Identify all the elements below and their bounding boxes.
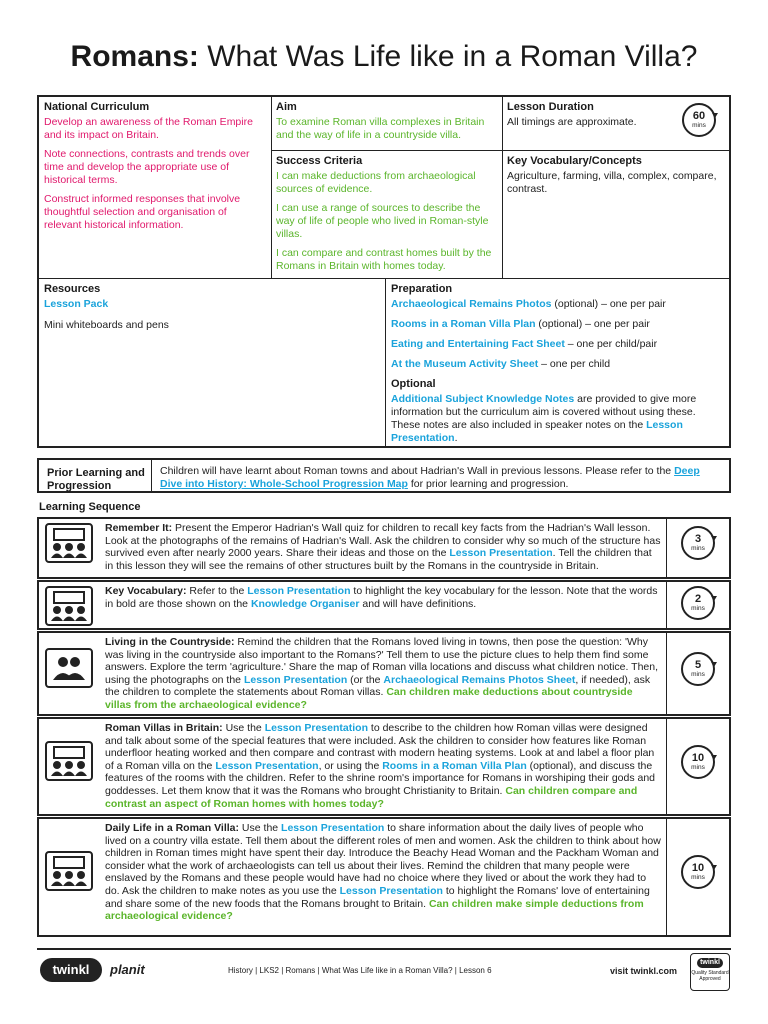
class-icon — [45, 741, 93, 781]
duration-icon: 3 mins — [681, 526, 715, 560]
sequence-text — [105, 585, 661, 610]
prep-link[interactable]: Archaeological Remains Photos — [391, 298, 552, 310]
sequence-row — [37, 817, 731, 937]
planit-logo: planit — [110, 962, 145, 977]
sequence-text — [105, 636, 661, 712]
sequence-title: Key Vocabulary: — [105, 585, 187, 597]
sequence-row — [37, 631, 731, 716]
sequence-row — [37, 517, 731, 579]
text-span: , if needed), ask the children to complete the statements about Roman villas. — [105, 673, 651, 699]
resource-link[interactable]: Knowledge Organiser — [250, 597, 360, 610]
quality-badge: twinkl Quality Standard Approved — [690, 953, 730, 991]
assessment-question: Can children make deductions about countryside villas from the archaeological evidence? — [105, 686, 633, 711]
sequence-text — [105, 822, 661, 923]
page-title: Romans: What Was Life like in a Roman Villa? — [70, 40, 698, 73]
class-icon — [45, 851, 93, 891]
text-span: Refer to the — [186, 585, 248, 597]
sequence-row — [37, 717, 731, 816]
duration-icon: 5 mins — [681, 652, 715, 686]
pair-icon — [45, 648, 93, 688]
assessment-question: Can children make simple deductions from archaeological evidence? — [105, 897, 644, 923]
sequence-divider — [666, 582, 667, 628]
lesson-duration: Lesson Duration All timings are approximate. — [507, 101, 637, 128]
footer-rule — [37, 948, 731, 950]
sequence-text — [105, 722, 661, 810]
duration-icon: 2 mins — [681, 586, 715, 620]
sequence-divider — [666, 519, 667, 577]
prior-learning-box: Prior Learning and Progression Children will have learnt about Roman towns and about Hadrian's Wall in previous lessons. Please refer to the Deep Dive into History: Whole-School Progression Map for prior learning and progression. — [37, 458, 731, 493]
assessment-question: Can children compare and contrast an aspect of Roman homes with homes today? — [105, 784, 638, 810]
footer-breadcrumb: History | LKS2 | Romans | What Was Life like in a Roman Villa? | Lesson 6 — [228, 966, 492, 975]
sequence-row — [37, 580, 731, 630]
text-span: Present the Emperor Hadrian's Wall quiz for children to recall key facts from the Hadrian's Wall lesson. Look at the photographs of the remains of Hadrian's Wall. Ask the children to consider why so much of the structure has survived even after nearly 2000 years. Share their ideas and those on the — [105, 522, 661, 560]
progression-map-link[interactable]: Deep Dive into History: Whole-School Progression Map — [160, 465, 700, 490]
text-span: Remind the children that the Romans loved living in towns, then pose the question: 'Why was living in the countryside also important to the Romans?' Tell them to use the picture clues to help them find some answers. Explore the term 'agriculture.' Share the map of Roman villa locations and discuss what children notice. Then, using the photographs on the — [105, 636, 659, 686]
text-span: , or using the — [318, 759, 383, 772]
text-span: (optional), and discuss the features of the rooms with the children. Refer to the shrine room's importance for Romans in worshiping their gods and goddesses. Let them know that it was the Romans who brought Christianity to Britain. — [105, 759, 656, 797]
sequence-divider — [666, 719, 667, 814]
duration-icon: 10 mins — [681, 745, 715, 779]
national-curriculum: National Curriculum Develop an awareness of the Roman Empire and its impact on Britain. Note connections, contrasts and trends over time and develop the appropriate use of historical terms. Construct informed responses that involve thoughtful selection and organisation of relevant historical information. — [44, 101, 253, 231]
resource-link[interactable]: Archaeological Remains Photos Sheet — [383, 673, 576, 686]
text-span: to highlight the key vocabulary for the lesson. Note that the words in bold are those shown on the — [105, 585, 658, 610]
resource-link[interactable]: Lesson Presentation — [264, 722, 368, 734]
lesson-presentation-link[interactable]: Lesson Presentation — [391, 419, 683, 444]
sequence-divider — [666, 633, 667, 714]
sequence-heading: Learning Sequence — [39, 501, 141, 513]
text-span: Use the — [222, 722, 265, 734]
sequence-title: Living in the Countryside: — [105, 636, 235, 648]
duration-icon: 10 mins — [681, 855, 715, 889]
text-span: . Tell the children that in this lesson they will see the remains of other structures built by the Romans in the countryside in Britain. — [105, 547, 652, 572]
class-icon — [45, 586, 93, 626]
resources: Resources Lesson Pack Mini whiteboards and pens — [39, 279, 385, 336]
text-span: to describe to the children how Roman villas were designed and talk about some of the special features that were included. Ask the children to consider how features like Roman underfloor heating worked and then compare and contrast with modern heating systems. Look at and label a floor plan of a Roman villa on the — [105, 722, 655, 772]
text-span: and will have definitions. — [359, 597, 477, 610]
lesson-overview-box — [37, 95, 731, 448]
prep-link[interactable]: At the Museum Activity Sheet — [391, 358, 539, 370]
prep-link[interactable]: Rooms in a Roman Villa Plan — [391, 318, 536, 330]
key-vocabulary: Key Vocabulary/Concepts Agriculture, farming, villa, complex, compare, contrast. — [507, 155, 717, 195]
optional-link[interactable]: Additional Subject Knowledge Notes — [391, 393, 575, 405]
text-span: to share information about the daily lives of people who lived on a country villa estate. Tell them about the different roles of men and women. Ask the children to think about how children in Roman times might have spent their day. Introduce the Beachy Head Woman and the Packham Woman and consider what the work of archaeologists can tell us about their lives. Remind the children that many people were enslaved by the Romans and these people would have had no choice where they lived or about the work they had to do. Ask the children to make notes as you use the — [105, 822, 661, 897]
twinkl-logo: twinkl — [40, 958, 102, 982]
footer-visit-link[interactable]: visit twinkl.com — [610, 966, 678, 976]
text-span: (or the — [347, 673, 384, 686]
resource-link[interactable]: Lesson Presentation — [339, 884, 443, 897]
class-icon — [45, 523, 93, 563]
sequence-title: Remember It: — [105, 522, 173, 534]
prep-link[interactable]: Eating and Entertaining Fact Sheet — [391, 338, 565, 350]
sequence-divider — [666, 819, 667, 935]
resource-link[interactable]: Lesson Presentation — [215, 759, 319, 772]
sequence-title: Daily Life in a Roman Villa: — [105, 822, 240, 834]
resource-link[interactable]: Lesson Presentation — [243, 673, 348, 686]
aim: Aim To examine Roman villa complexes in Britain and the way of life in a countryside villa. — [276, 101, 485, 141]
resource-link[interactable]: Lesson Presentation — [247, 585, 351, 597]
text-span: Use the — [239, 822, 282, 834]
text-span: to highlight the Romans' love of entertaining and share some of the new foods that the Romans brought to Britain. — [105, 884, 650, 910]
success-criteria: Success Criteria I can make deductions from archaeological sources of evidence. I can use a range of sources to describe the way of life of people who lived in Roman-style villas. I can compare and contrast homes built by the Romans in Britain with homes today. — [276, 155, 492, 272]
resource-link[interactable]: Rooms in a Roman Villa Plan — [382, 759, 527, 772]
preparation: Preparation Archaeological Remains Photos (optional) – one per pair Rooms in a Roman Villa Plan (optional) – one per pair Eating and Entertaining Fact Sheet – one per child/pair At the Museum Activity Sheet – one per child Optional Additional Subject Knowledge Notes are provided to give more information but the curriculum aim is covered without using these. These notes are also included in speaker notes on the Lesson Presentation. — [391, 283, 697, 444]
sequence-text — [105, 522, 661, 572]
resource-link[interactable]: Lesson Presentation — [449, 547, 553, 560]
lesson-pack-link[interactable]: Lesson Pack — [44, 298, 109, 310]
resource-link[interactable]: Lesson Presentation — [281, 822, 385, 834]
duration-60-icon: 60 mins — [682, 103, 716, 137]
sequence-title: Roman Villas in Britain: — [105, 722, 223, 734]
